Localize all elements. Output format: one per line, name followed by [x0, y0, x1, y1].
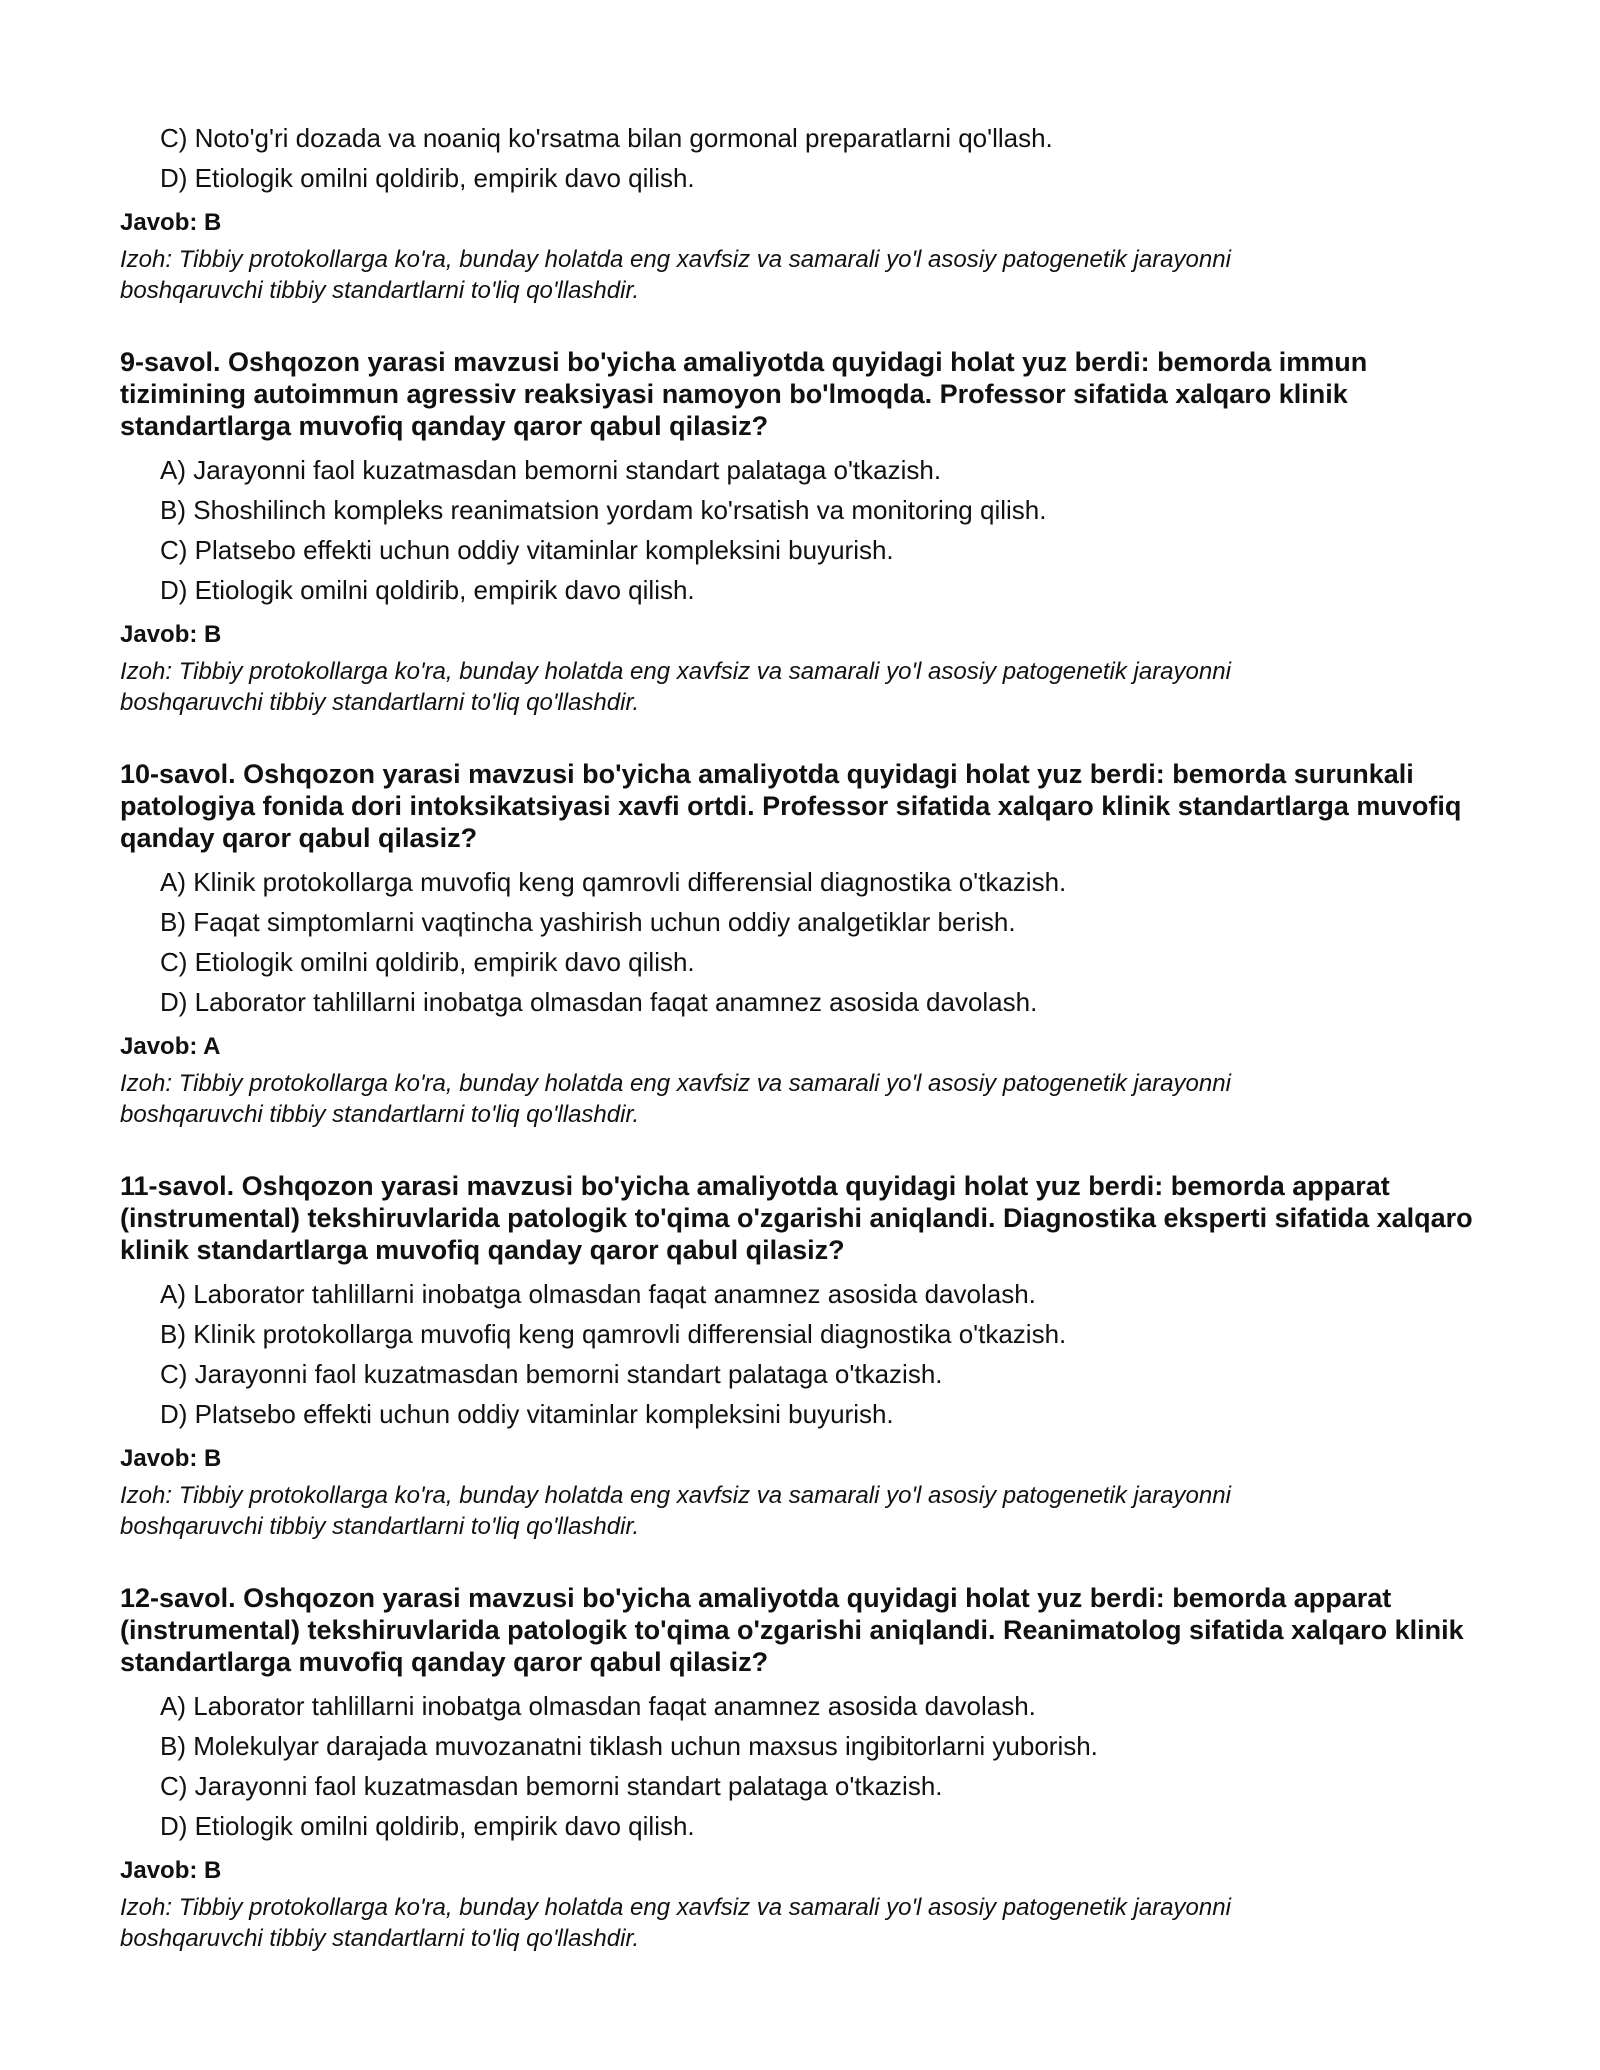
answer-option: A) Jarayonni faol kuzatmasdan bemorni standart palataga o'tkazish.	[160, 455, 942, 485]
question-8-continuation	[120, 118, 1490, 306]
question-block	[120, 346, 1490, 718]
answer-key: Javob: B	[120, 1445, 222, 1472]
question-block	[120, 1582, 1490, 1954]
question-text: 9-savol. Oshqozon yarasi mavzusi bo'yicha amaliyotda quyidagi holat yuz berdi: bemorda immun tizimining autoimmun agressiv reaksiyasi namoyon bo'lmoqda. Professor sifatida xalqaro klinik standartlarga muvofiq qanday qaror qabul qilasiz?	[120, 347, 1368, 441]
answer-options	[120, 1274, 1490, 1434]
question-text: 11-savol. Oshqozon yarasi mavzusi bo'yicha amaliyotda quyidagi holat yuz berdi: bemorda apparat (instrumental) tekshiruvlarida patologik to'qima o'zgarishi aniqlandi. Diagnostika eksperti sifatida xalqaro klinik standartlarga muvofiq qanday qaror qabul qilasiz?	[120, 1171, 1473, 1265]
answer-option: B) Molekulyar darajada muvozanatni tiklash uchun maxsus ingibitorlarni yuborish.	[160, 1731, 1098, 1761]
question-text: 12-savol. Oshqozon yarasi mavzusi bo'yicha amaliyotda quyidagi holat yuz berdi: bemorda apparat (instrumental) tekshiruvlarida patologik to'qima o'zgarishi aniqlandi. Reanimatolog sifatida xalqaro klinik standartlarga muvofiq qanday qaror qabul qilasiz?	[120, 1583, 1464, 1677]
answer-options	[120, 1686, 1490, 1846]
answer-option: C) Etiologik omilni qoldirib, empirik davo qilish.	[160, 947, 695, 977]
answer-option: C) Jarayonni faol kuzatmasdan bemorni standart palataga o'tkazish.	[160, 1359, 943, 1389]
answer-key: Javob: A	[120, 1033, 221, 1060]
answer-option: A) Klinik protokollarga muvofiq keng qamrovli differensial diagnostika o'tkazish.	[160, 867, 1067, 897]
answer-option: D) Platsebo effekti uchun oddiy vitaminlar kompleksini buyurish.	[160, 1399, 894, 1429]
explanation-note: Izoh: Tibbiy protokollarga ko'ra, bunday holatda eng xavfsiz va samarali yo'l asosiy patogenetik jarayonni boshqaruvchi tibbiy standartlarni to'liq qo'llashdir.	[120, 658, 1231, 716]
answer-option: D) Etiologik omilni qoldirib, empirik davo qilish.	[160, 1811, 695, 1841]
question-block	[120, 1170, 1490, 1542]
answer-options	[120, 118, 1490, 198]
question-text: 10-savol. Oshqozon yarasi mavzusi bo'yicha amaliyotda quyidagi holat yuz berdi: bemorda surunkali patologiya fonida dori intoksikatsiyasi xavfi ortdi. Professor sifatida xalqaro klinik standartlarga muvofiq qanday qaror qabul qilasiz?	[120, 759, 1462, 853]
answer-options	[120, 862, 1490, 1022]
answer-option: B) Klinik protokollarga muvofiq keng qamrovli differensial diagnostika o'tkazish.	[160, 1319, 1067, 1349]
answer-option: A) Laborator tahlillarni inobatga olmasdan faqat anamnez asosida davolash.	[160, 1691, 1036, 1721]
answer-option: B) Faqat simptomlarni vaqtincha yashirish uchun oddiy analgetiklar berish.	[160, 907, 1016, 937]
explanation-note: Izoh: Tibbiy protokollarga ko'ra, bunday holatda eng xavfsiz va samarali yo'l asosiy patogenetik jarayonni boshqaruvchi tibbiy standartlarni to'liq qo'llashdir.	[120, 1894, 1231, 1952]
answer-option: D) Laborator tahlillarni inobatga olmasdan faqat anamnez asosida davolash.	[160, 987, 1038, 1017]
answer-option: A) Laborator tahlillarni inobatga olmasdan faqat anamnez asosida davolash.	[160, 1279, 1036, 1309]
answer-key: Javob: B	[120, 1857, 222, 1884]
answer-option: C) Jarayonni faol kuzatmasdan bemorni standart palataga o'tkazish.	[160, 1771, 943, 1801]
question-block	[120, 758, 1490, 1130]
answer-option: C) Noto'g'ri dozada va noaniq ko'rsatma bilan gormonal preparatlarni qo'llash.	[160, 123, 1053, 153]
explanation-note: Izoh: Tibbiy protokollarga ko'ra, bunday holatda eng xavfsiz va samarali yo'l asosiy patogenetik jarayonni boshqaruvchi tibbiy standartlarni to'liq qo'llashdir.	[120, 1482, 1231, 1540]
answer-option: D) Etiologik omilni qoldirib, empirik davo qilish.	[160, 163, 695, 193]
explanation-note: Izoh: Tibbiy protokollarga ko'ra, bunday holatda eng xavfsiz va samarali yo'l asosiy patogenetik jarayonni boshqaruvchi tibbiy standartlarni to'liq qo'llashdir.	[120, 1070, 1231, 1128]
answer-key: Javob: B	[120, 621, 222, 648]
answer-option: C) Platsebo effekti uchun oddiy vitaminlar kompleksini buyurish.	[160, 535, 894, 565]
answer-options	[120, 450, 1490, 610]
explanation-note: Izoh: Tibbiy protokollarga ko'ra, bunday holatda eng xavfsiz va samarali yo'l asosiy patogenetik jarayonni boshqaruvchi tibbiy standartlarni to'liq qo'llashdir.	[120, 246, 1231, 304]
answer-option: B) Shoshilinch kompleks reanimatsion yordam ko'rsatish va monitoring qilish.	[160, 495, 1047, 525]
answer-option: D) Etiologik omilni qoldirib, empirik davo qilish.	[160, 575, 695, 605]
answer-key: Javob: B	[120, 209, 222, 236]
